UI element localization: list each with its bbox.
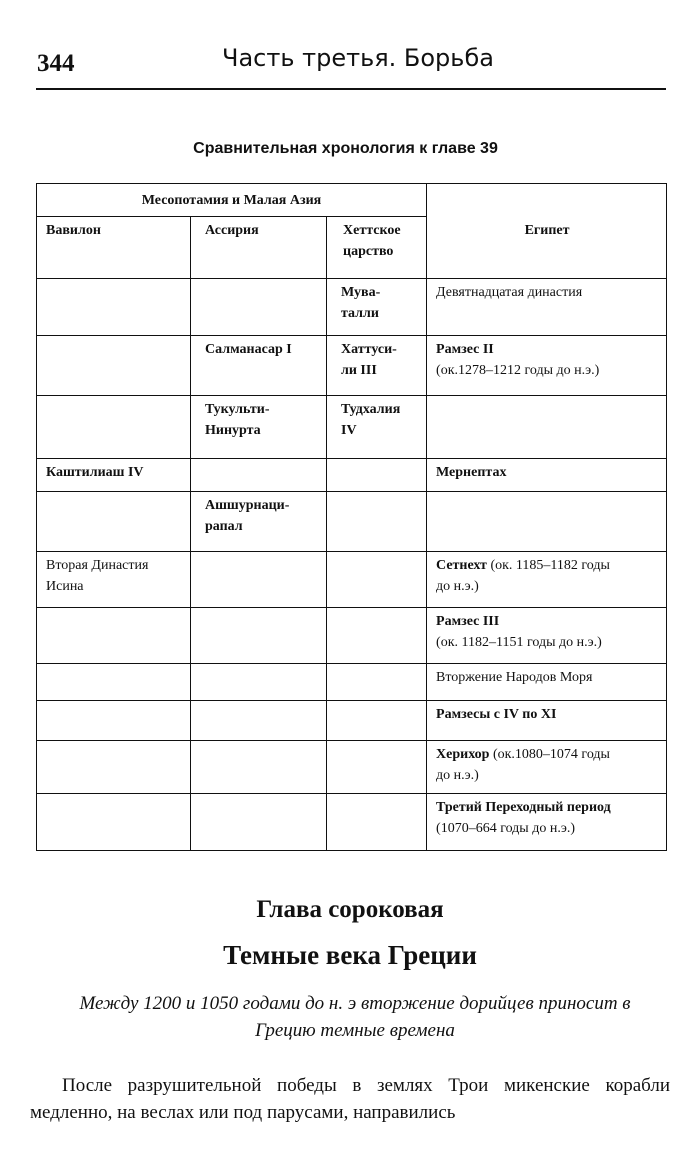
group-header-cell: Месопотамия и Малая Азия: [37, 184, 427, 217]
table-cell-egypt: Херихор (ок.1080–1074 годы до н.э.): [427, 741, 667, 794]
table-cell-assyria: [191, 701, 327, 741]
running-title: Часть третья. Борьба: [222, 44, 494, 72]
header-rule: [36, 88, 666, 90]
table-cell-hittite: [327, 608, 427, 664]
table-cell-hittite: [327, 794, 427, 851]
table-cell-babylon: [37, 279, 191, 336]
table-cell-hittite: Мува- талли: [327, 279, 427, 336]
table-cell-babylon: Каштилиаш IV: [37, 459, 191, 492]
table-cell-assyria: [191, 794, 327, 851]
page-number: 344: [37, 50, 75, 77]
column-header-egypt: Египет: [427, 184, 667, 279]
table-cell-babylon: [37, 701, 191, 741]
table-cell-hittite: Хаттуси- ли III: [327, 336, 427, 396]
table-row: [37, 492, 667, 552]
table-cell-egypt: Мернептах: [427, 459, 667, 492]
table-cell-babylon: [37, 608, 191, 664]
table-body: [37, 279, 667, 851]
table-row: [37, 279, 667, 336]
table-cell-assyria: Ашшурнаци- рапал: [191, 492, 327, 552]
table-cell-egypt: [427, 396, 667, 459]
table-row: [37, 741, 667, 794]
table-cell-hittite: Тудхалия IV: [327, 396, 427, 459]
table-row: [37, 701, 667, 741]
table-row: [37, 396, 667, 459]
table-cell-assyria: [191, 552, 327, 608]
table-cell-egypt: Вторжение Народов Моря: [427, 664, 667, 701]
table-cell-hittite: [327, 741, 427, 794]
table-cell-assyria: Салманасар I: [191, 336, 327, 396]
table-cell-egypt: Девятнадцатая династия: [427, 279, 667, 336]
chronology-table: [36, 183, 667, 851]
table-row: [37, 608, 667, 664]
table-cell-babylon: [37, 336, 191, 396]
table-cell-babylon: [37, 794, 191, 851]
table-cell-egypt: [427, 492, 667, 552]
chapter-epigraph: Между 1200 и 1050 годами до н. э вторжение дорийцев приносит в Грецию темные времена: [79, 993, 631, 1041]
table-cell-egypt: Сетнехт (ок. 1185–1182 годы до н.э.): [427, 552, 667, 608]
table-cell-egypt: Рамзес III (ок. 1182–1151 годы до н.э.): [427, 608, 667, 664]
column-header-assyria: Ассирия: [191, 217, 327, 279]
table-cell-assyria: [191, 608, 327, 664]
table-row: [37, 664, 667, 701]
table-cell-hittite: [327, 459, 427, 492]
table-cell-babylon: [37, 741, 191, 794]
table-cell-assyria: [191, 741, 327, 794]
table-row: [37, 794, 667, 851]
table-cell-assyria: [191, 459, 327, 492]
chapter-number: Глава сороковая: [256, 896, 444, 923]
table-cell-hittite: [327, 552, 427, 608]
table-row: [37, 459, 667, 492]
table-group-header-row: [37, 184, 667, 217]
table-row: [37, 336, 667, 396]
column-header-babylon: Вавилон: [37, 217, 191, 279]
table-row: [37, 552, 667, 608]
table-cell-hittite: [327, 664, 427, 701]
table-cell-babylon: [37, 492, 191, 552]
table-cell-assyria: [191, 664, 327, 701]
table-cell-babylon: [37, 396, 191, 459]
table-cell-hittite: [327, 701, 427, 741]
table-cell-babylon: [37, 664, 191, 701]
column-header-hittite: Хеттское царство: [327, 217, 427, 279]
table-cell-assyria: [191, 279, 327, 336]
table-caption: Сравнительная хронология к главе 39: [193, 140, 498, 157]
table-cell-babylon: Вторая Династия Исина: [37, 552, 191, 608]
table-cell-egypt: Рамзесы с IV по XI: [427, 701, 667, 741]
table-cell-egypt: Третий Переходный период (1070–664 годы до н.э.): [427, 794, 667, 851]
table-cell-hittite: [327, 492, 427, 552]
body-paragraph: После разрушительной победы в землях Трои микенские корабли медленно, на веслах или под парусами, направились: [30, 1075, 670, 1123]
table-cell-egypt: Рамзес II (ок.1278–1212 годы до н.э.): [427, 336, 667, 396]
chapter-title: Темные века Греции: [223, 940, 477, 970]
table-cell-assyria: Тукульти- Нинурта: [191, 396, 327, 459]
